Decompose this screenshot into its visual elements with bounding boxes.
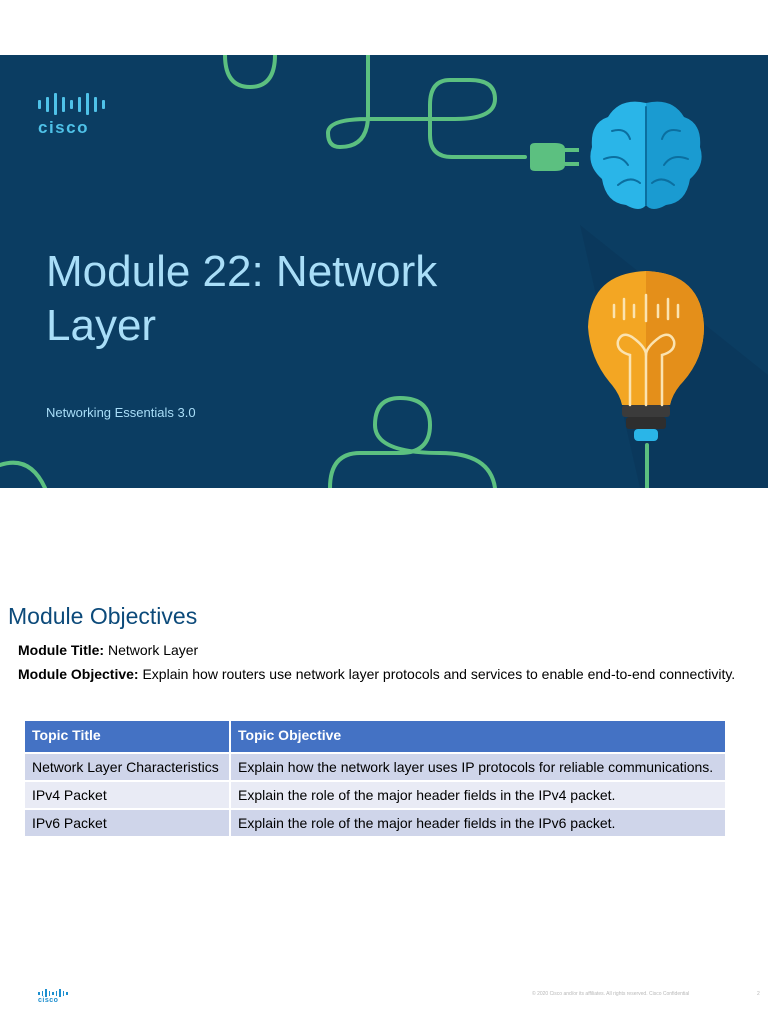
- topics-table: [25, 721, 725, 836]
- table-cell-topic: Network Layer Characteristics: [25, 753, 230, 781]
- slide-title: Module 22: Network Layer: [46, 247, 438, 350]
- module-title-label: Module Title:: [18, 642, 105, 658]
- table-cell-objective: Explain how the network layer uses IP protocols for reliable communications.: [230, 753, 725, 781]
- plug-icon: [530, 143, 579, 171]
- slide-subtitle: Networking Essentials 3.0: [46, 405, 196, 420]
- footer-cisco-bars-icon: [38, 989, 72, 997]
- module-title-value: Network Layer: [104, 642, 199, 658]
- copyright-text: © 2020 Cisco and/or its affiliates. All rights reserved. Cisco Confidential: [532, 991, 690, 997]
- table-row: [25, 781, 725, 809]
- module-title-line: [18, 641, 738, 659]
- cisco-logo-text: cisco: [38, 118, 89, 137]
- module-objective-line: [18, 665, 738, 683]
- module-objective-label: Module Objective:: [18, 666, 139, 682]
- module-objective-value: Explain how routers use network layer protocols and services to enable end-to-end connectivity.: [138, 666, 736, 682]
- table-row: [25, 809, 725, 836]
- table-cell-objective: Explain the role of the major header fields in the IPv6 packet.: [230, 809, 725, 836]
- table-cell-objective: Explain the role of the major header fields in the IPv4 packet.: [230, 781, 725, 809]
- cisco-bars-icon: [38, 93, 118, 115]
- page-number: 2: [757, 991, 760, 997]
- footer-cisco-logo: [38, 989, 72, 1004]
- table-row: [25, 753, 725, 781]
- table-header-topic-title: Topic Title: [25, 721, 230, 753]
- table-header-topic-objective: Topic Objective: [230, 721, 725, 753]
- table-cell-topic: IPv4 Packet: [25, 781, 230, 809]
- table-header-row: [25, 721, 725, 753]
- table-cell-topic: IPv6 Packet: [25, 809, 230, 836]
- footer-logo-text: cisco: [38, 997, 59, 1004]
- brain-icon: [590, 102, 701, 209]
- title-slide: [0, 55, 768, 488]
- cisco-logo: [38, 93, 118, 138]
- objectives-slide: [0, 488, 768, 1024]
- objectives-heading: Module Objectives: [8, 603, 198, 629]
